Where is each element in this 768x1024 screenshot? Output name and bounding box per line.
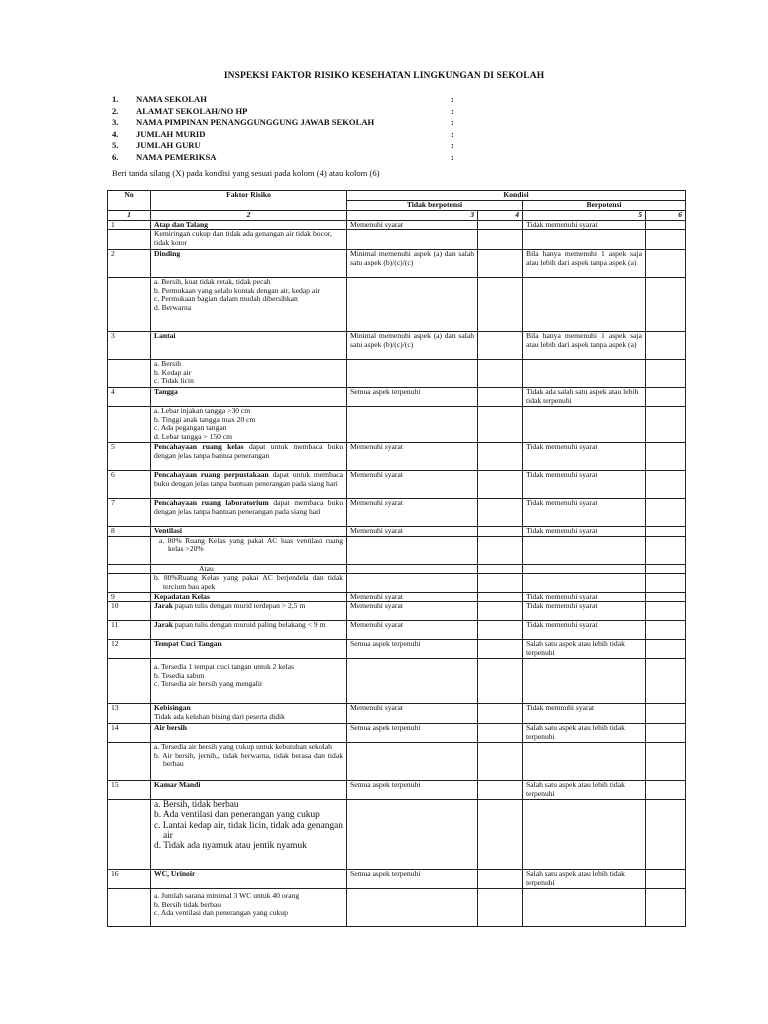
factor-description: papan tulis dengan muruid paling belakang < 9 m <box>172 620 326 630</box>
condition-at-risk: Tidak memnuhi syarat <box>523 704 646 724</box>
header-faktor-risiko: Faktor Risiko <box>151 191 347 211</box>
info-colon: : <box>451 94 454 104</box>
info-label: NAMA PEMERIKSA <box>136 151 217 162</box>
checkbox-cell-col6[interactable] <box>646 640 686 659</box>
aspect-item: b. Tinggi anak tangga max 20 cm <box>154 414 256 424</box>
table-row <box>108 781 686 800</box>
aspect-item: d. Berwarna <box>154 302 192 312</box>
table-row <box>108 621 686 640</box>
factor-aspects <box>151 360 347 388</box>
condition-not-at-risk: Memenuhi syarat <box>347 704 478 724</box>
row-number: 11 <box>108 621 151 640</box>
info-label: NAMA SEKOLAH <box>136 94 207 104</box>
table-row <box>108 443 686 471</box>
checkbox-cell-col4[interactable] <box>478 659 523 704</box>
checkbox-cell-col6[interactable] <box>646 278 686 332</box>
table-row <box>108 360 686 388</box>
aspect-item: a. Bersih <box>154 359 181 369</box>
checkbox-cell-col4[interactable] <box>478 592 523 602</box>
factor-cell <box>151 602 347 621</box>
checkbox-cell-col6[interactable] <box>646 564 686 574</box>
checkbox-cell-col4[interactable] <box>478 332 523 360</box>
condition-not-at-risk: Semua aspek terpenuhi <box>347 724 478 743</box>
document-title: INSPEKSI FAKTOR RISIKO KESEHATAN LINGKUNGAN DI SEKOLAH <box>223 71 545 81</box>
checkbox-cell-col4[interactable] <box>478 724 523 743</box>
info-colon: : <box>451 128 454 139</box>
info-field-student-count <box>112 129 472 141</box>
header-no: No <box>108 191 151 211</box>
checkbox-cell-col6[interactable] <box>646 499 686 527</box>
condition-at-risk: Bila hanya memenuhi 1 aspek saja atau lebih dari aspek tanpa aspek (a) <box>523 250 646 278</box>
row-number: 15 <box>108 781 151 800</box>
aspect-item: c. Ada pegangan tangan <box>154 423 227 433</box>
condition-not-at-risk: Memenuhi syarat <box>347 602 478 621</box>
table-row <box>108 564 686 574</box>
factor-title: Tangga <box>151 388 347 407</box>
info-field-teacher-count <box>112 140 472 152</box>
info-field-inspector <box>112 152 472 164</box>
factor-title: Ventilasi <box>151 527 347 537</box>
table-row <box>108 659 686 704</box>
condition-at-risk: Bila hanya memenuhi 1 aspek saja atau lebih dari aspek tanpa aspek (a) <box>523 332 646 360</box>
table-row <box>108 407 686 443</box>
table-row <box>108 640 686 659</box>
table-row <box>108 574 686 592</box>
checkbox-cell-col4[interactable] <box>478 602 523 621</box>
aspect-item: a. 80% Ruang Kelas yang pakai AC luas ventilasi ruang kelas >20% <box>159 536 343 554</box>
aspect-item: b. 80%Ruang Kelas yang pakai AC berjendela dan tidak tercium bau apek <box>154 573 343 591</box>
checkbox-cell-col4[interactable] <box>478 527 523 537</box>
table-row <box>108 471 686 499</box>
condition-not-at-risk: Memenuhi syarat <box>347 220 478 230</box>
row-number: 13 <box>108 704 151 724</box>
row-number: 16 <box>108 870 151 889</box>
table-row <box>108 527 686 537</box>
factor-title: Tempat Cuci Tangan <box>151 640 347 659</box>
checkbox-cell-col6[interactable] <box>646 360 686 388</box>
aspect-item: b. Tesedia sabun <box>154 670 205 680</box>
aspect-item: b. Bersih tidak berbau <box>154 899 222 909</box>
factor-description: dapat membaca buku dengan jelas tanpa bantuan penerangan pada siang hari <box>154 498 343 516</box>
checkbox-cell-col6[interactable] <box>646 574 686 592</box>
condition-at-risk: Tidak memenuhi syarat <box>523 499 646 527</box>
aspect-item: a. Jumlah sarana minimal 3 WC untuk 40 orang <box>154 891 300 901</box>
checkbox-cell-col4[interactable] <box>478 230 523 250</box>
info-number: 3. <box>112 117 119 127</box>
checkbox-cell-col4[interactable] <box>478 443 523 471</box>
factor-aspects <box>151 574 347 592</box>
row-number: 9 <box>108 592 151 602</box>
checkbox-cell-col4[interactable] <box>478 250 523 278</box>
checkbox-cell-col4[interactable] <box>478 220 523 230</box>
factor-title: Pencahayaan ruang laboratorium <box>154 498 269 508</box>
checkbox-cell-col6[interactable] <box>646 220 686 230</box>
condition-not-at-risk: Memenuhi syarat <box>347 621 478 640</box>
factor-description: dapat untuk membaca buku dengan jelas tanpa bantua penerangan <box>154 442 343 460</box>
table-row <box>108 800 686 870</box>
checkbox-cell-col6[interactable] <box>646 230 686 250</box>
table-row <box>108 278 686 332</box>
checkbox-cell-col6[interactable] <box>646 870 686 889</box>
row-number: 3 <box>108 332 151 360</box>
condition-not-at-risk: Semua aspek terpenuhi <box>347 781 478 800</box>
factor-description: papan tulis dengan murid terdepan > 2,5 m <box>172 601 306 611</box>
aspect-item: b. Ada ventilasi dan penerangan yang cukup <box>154 810 320 821</box>
column-number-row <box>108 211 686 221</box>
column-number: 2 <box>151 211 347 221</box>
factor-title: Air bersih <box>151 724 347 743</box>
condition-at-risk: Tidak memenuhi syarat <box>523 592 646 602</box>
condition-at-risk: Tidak memenuhi syarat <box>523 471 646 499</box>
inspection-table <box>107 190 686 927</box>
checkbox-cell-col6[interactable] <box>646 592 686 602</box>
factor-cell <box>151 704 347 724</box>
checkbox-cell-col4[interactable] <box>478 360 523 388</box>
checkbox-cell-col4[interactable] <box>478 499 523 527</box>
info-label: JUMLAH GURU <box>136 140 201 150</box>
info-field-principal <box>112 117 472 129</box>
factor-title: Kepadatan Kelas <box>151 592 347 602</box>
factor-title: Lantai <box>151 332 347 360</box>
table-row <box>108 536 686 564</box>
condition-at-risk: Tidak memenuhi syarat <box>523 220 646 230</box>
aspect-item: c. Ada ventilasi dan penerangan yang cukup <box>154 908 288 918</box>
checkbox-cell-col6[interactable] <box>646 621 686 640</box>
factor-title: Pencahayaan ruang perpustakaan <box>154 470 269 480</box>
table-row <box>108 743 686 781</box>
row-number: 14 <box>108 724 151 743</box>
info-field-school-name <box>112 94 472 106</box>
header-kondisi: Kondisi <box>347 191 686 201</box>
table-row <box>108 220 686 230</box>
checkbox-cell-col4[interactable] <box>478 564 523 574</box>
table-row <box>108 704 686 724</box>
factor-aspects <box>151 800 347 870</box>
factor-aspects <box>151 659 347 704</box>
condition-not-at-risk: Minimal memenuhi aspek (a) dan salah satu aspek (b)/(c)/(c) <box>347 332 478 360</box>
checkbox-cell-col4[interactable] <box>478 889 523 927</box>
factor-title: Dinding <box>151 250 347 278</box>
aspect-item: d. Lebar tangga > 150 cm <box>154 431 233 441</box>
aspect-item: c. Lantai kedap air, tidak licin, tidak ada genangan air <box>154 820 343 841</box>
checkbox-cell-col4[interactable] <box>478 640 523 659</box>
aspect-item: c. Tidak licin <box>154 376 194 386</box>
table-row <box>108 388 686 407</box>
info-number: 2. <box>112 105 119 116</box>
factor-cell <box>151 443 347 471</box>
checkbox-cell-col6[interactable] <box>646 659 686 704</box>
factor-title: Atap dan Talang <box>151 220 347 230</box>
checkbox-cell-col6[interactable] <box>646 800 686 870</box>
checkbox-cell-col4[interactable] <box>478 471 523 499</box>
checkbox-cell-col4[interactable] <box>478 781 523 800</box>
header-row <box>108 191 686 201</box>
condition-at-risk: Tidak ada salah satu aspek atau lebih tidak terpenuhi <box>523 388 646 407</box>
checkbox-cell-col4[interactable] <box>478 574 523 592</box>
factor-aspects <box>151 889 347 927</box>
factor-title: Kamar Mandi <box>151 781 347 800</box>
aspect-item: c. Permukaan bagian dalam mudah dibersihkan <box>154 294 298 304</box>
factor-aspects <box>151 278 347 332</box>
info-number: 1. <box>112 94 119 104</box>
factor-title: Jarak <box>154 620 173 630</box>
factor-description: Kemiringan cukup dan tidak ada genangan air tidak bocor, tidak kotor <box>151 230 347 250</box>
table-row <box>108 602 686 621</box>
table-row <box>108 592 686 602</box>
aspect-item: b. Kedap air <box>154 367 192 377</box>
table-row <box>108 230 686 250</box>
condition-at-risk: Salah satu aspek atau lebih tidak terpenuhi <box>523 870 646 889</box>
condition-not-at-risk: Semua aspek terpenuhi <box>347 640 478 659</box>
checkbox-cell-col6[interactable] <box>646 471 686 499</box>
condition-not-at-risk: Memenuhi syarat <box>347 443 478 471</box>
aspect-item: a. Tersedia 1 tempat cuci tangan untuk 2 kelas <box>154 662 294 672</box>
factor-cell <box>151 471 347 499</box>
row-number: 10 <box>108 602 151 621</box>
condition-not-at-risk: Memenuhi syarat <box>347 499 478 527</box>
info-colon: : <box>451 105 454 116</box>
column-number: 4 <box>478 211 523 221</box>
aspect-item: b. Air bersih, jernih,, tidak berwarna, tidak berasa dan tidak berbau <box>154 750 343 769</box>
factor-description: Tidak ada keluhan bising dari peserta didik <box>154 711 285 721</box>
column-number: 6 <box>646 211 686 221</box>
checkbox-cell-col4[interactable] <box>478 278 523 332</box>
header-tidak-berpotensi: Tidak berpotensi <box>347 201 523 211</box>
factor-title: WC, Urinoir <box>151 870 347 889</box>
aspect-item: a. Bersih, tidak berbau <box>154 800 239 811</box>
info-colon: : <box>451 151 454 162</box>
checkbox-cell-col6[interactable] <box>646 724 686 743</box>
checkbox-cell-col6[interactable] <box>646 743 686 781</box>
checkbox-cell-col4[interactable] <box>478 388 523 407</box>
checkbox-cell-col4[interactable] <box>478 800 523 870</box>
checkbox-cell-col6[interactable] <box>646 704 686 724</box>
checkbox-cell-col4[interactable] <box>478 621 523 640</box>
condition-not-at-risk: Minimal memenuhi aspek (a) dan salah satu aspek (b)/(c)/(c) <box>347 250 478 278</box>
table-row <box>108 250 686 278</box>
info-label: ALAMAT SEKOLAH/NO HP <box>136 105 248 116</box>
info-label: JUMLAH MURID <box>136 128 206 139</box>
condition-not-at-risk: Memenuhi syarat <box>347 527 478 537</box>
table-row <box>108 724 686 743</box>
condition-at-risk: Tidak memenuhi syarat <box>523 621 646 640</box>
row-number: 1 <box>108 220 151 230</box>
condition-at-risk: Tidak memenuhi syarat <box>523 443 646 471</box>
factor-aspects <box>151 536 347 564</box>
row-number: 12 <box>108 640 151 659</box>
checkbox-cell-col6[interactable] <box>646 889 686 927</box>
factor-title: Jarak <box>154 601 173 611</box>
aspect-item: a. Lebar injakan tangga >30 cm <box>154 406 251 416</box>
column-number: 1 <box>108 211 151 221</box>
factor-title: Kebisingan <box>154 703 191 713</box>
table-row <box>108 332 686 360</box>
row-number: 7 <box>108 499 151 527</box>
factor-aspects <box>151 407 347 443</box>
checkbox-cell-col6[interactable] <box>646 527 686 537</box>
condition-not-at-risk: Semua aspek terpenuhi <box>347 388 478 407</box>
checkbox-cell-col4[interactable] <box>478 870 523 889</box>
aspect-item: a. Tersedia air bersih yang cukup untuk kebutuhan sekolah <box>154 742 332 752</box>
checkbox-cell-col6[interactable] <box>646 443 686 471</box>
checkbox-cell-col6[interactable] <box>646 332 686 360</box>
checkbox-cell-col6[interactable] <box>646 536 686 564</box>
info-label: NAMA PIMPINAN PENANGGUNGGUNG JAWAB SEKOLAH <box>136 117 375 127</box>
table-row <box>108 889 686 927</box>
aspect-item: b. Permukaan yang selalu kontak dengan air, kedap air <box>154 285 320 295</box>
factor-cell <box>151 499 347 527</box>
header-berpotensi: Berpotensi <box>523 201 686 211</box>
column-number: 3 <box>347 211 478 221</box>
condition-at-risk: Salah satu aspek atau lebih tidak terpenuhi <box>523 640 646 659</box>
condition-not-at-risk: Memenuhi syarat <box>347 471 478 499</box>
info-colon: : <box>451 140 454 150</box>
checkbox-cell-col6[interactable] <box>646 388 686 407</box>
info-number: 6. <box>112 151 119 162</box>
row-number: 2 <box>108 250 151 278</box>
factor-aspects: Atau <box>151 564 347 574</box>
column-number: 5 <box>523 211 646 221</box>
factor-description: dapat untuk membaca buku dengan jelas tanpa bantuan penerangan pada siang hari <box>154 470 344 488</box>
school-info-fields <box>112 94 472 163</box>
condition-at-risk: Tidak memenuhi syarat <box>523 602 646 621</box>
checkbox-cell-col6[interactable] <box>646 407 686 443</box>
row-number: 4 <box>108 388 151 407</box>
checkbox-cell-col6[interactable] <box>646 250 686 278</box>
row-number: 5 <box>108 443 151 471</box>
info-field-school-address <box>112 106 472 118</box>
instruction-text: Beri tanda silang (X) pada kondisi yang sesuai pada kolom (4) atau kolom (6) <box>112 168 380 178</box>
aspect-item: c. Tersedia air bersih yang mengalir <box>154 679 263 689</box>
condition-not-at-risk: Semua aspek terpenuhi <box>347 870 478 889</box>
checkbox-cell-col6[interactable] <box>646 781 686 800</box>
row-number: 6 <box>108 471 151 499</box>
factor-aspects <box>151 743 347 781</box>
factor-cell <box>151 621 347 640</box>
checkbox-cell-col4[interactable] <box>478 536 523 564</box>
checkbox-cell-col4[interactable] <box>478 743 523 781</box>
aspect-item: d. Tidak ada nyamuk atau jentik nyamuk <box>154 840 307 851</box>
checkbox-cell-col4[interactable] <box>478 704 523 724</box>
condition-at-risk: Salah satu aspek atau lebih tidak terpenuhi <box>523 781 646 800</box>
aspect-item: a. Bersih, kuat tidak retak, tidak pecah <box>154 277 271 287</box>
condition-at-risk: Tidak memenuhi syarat <box>523 527 646 537</box>
info-number: 4. <box>112 128 119 139</box>
factor-title: Pencahayaan ruang kelas <box>154 442 244 452</box>
table-row <box>108 870 686 889</box>
row-number: 8 <box>108 527 151 537</box>
info-number: 5. <box>112 140 119 150</box>
checkbox-cell-col4[interactable] <box>478 407 523 443</box>
info-colon: : <box>451 117 454 127</box>
condition-not-at-risk: Memenuhi syarat <box>347 592 478 602</box>
checkbox-cell-col6[interactable] <box>646 602 686 621</box>
table-row <box>108 499 686 527</box>
condition-at-risk: Salah satu aspek atau lebih tidak terpenuhi <box>523 724 646 743</box>
